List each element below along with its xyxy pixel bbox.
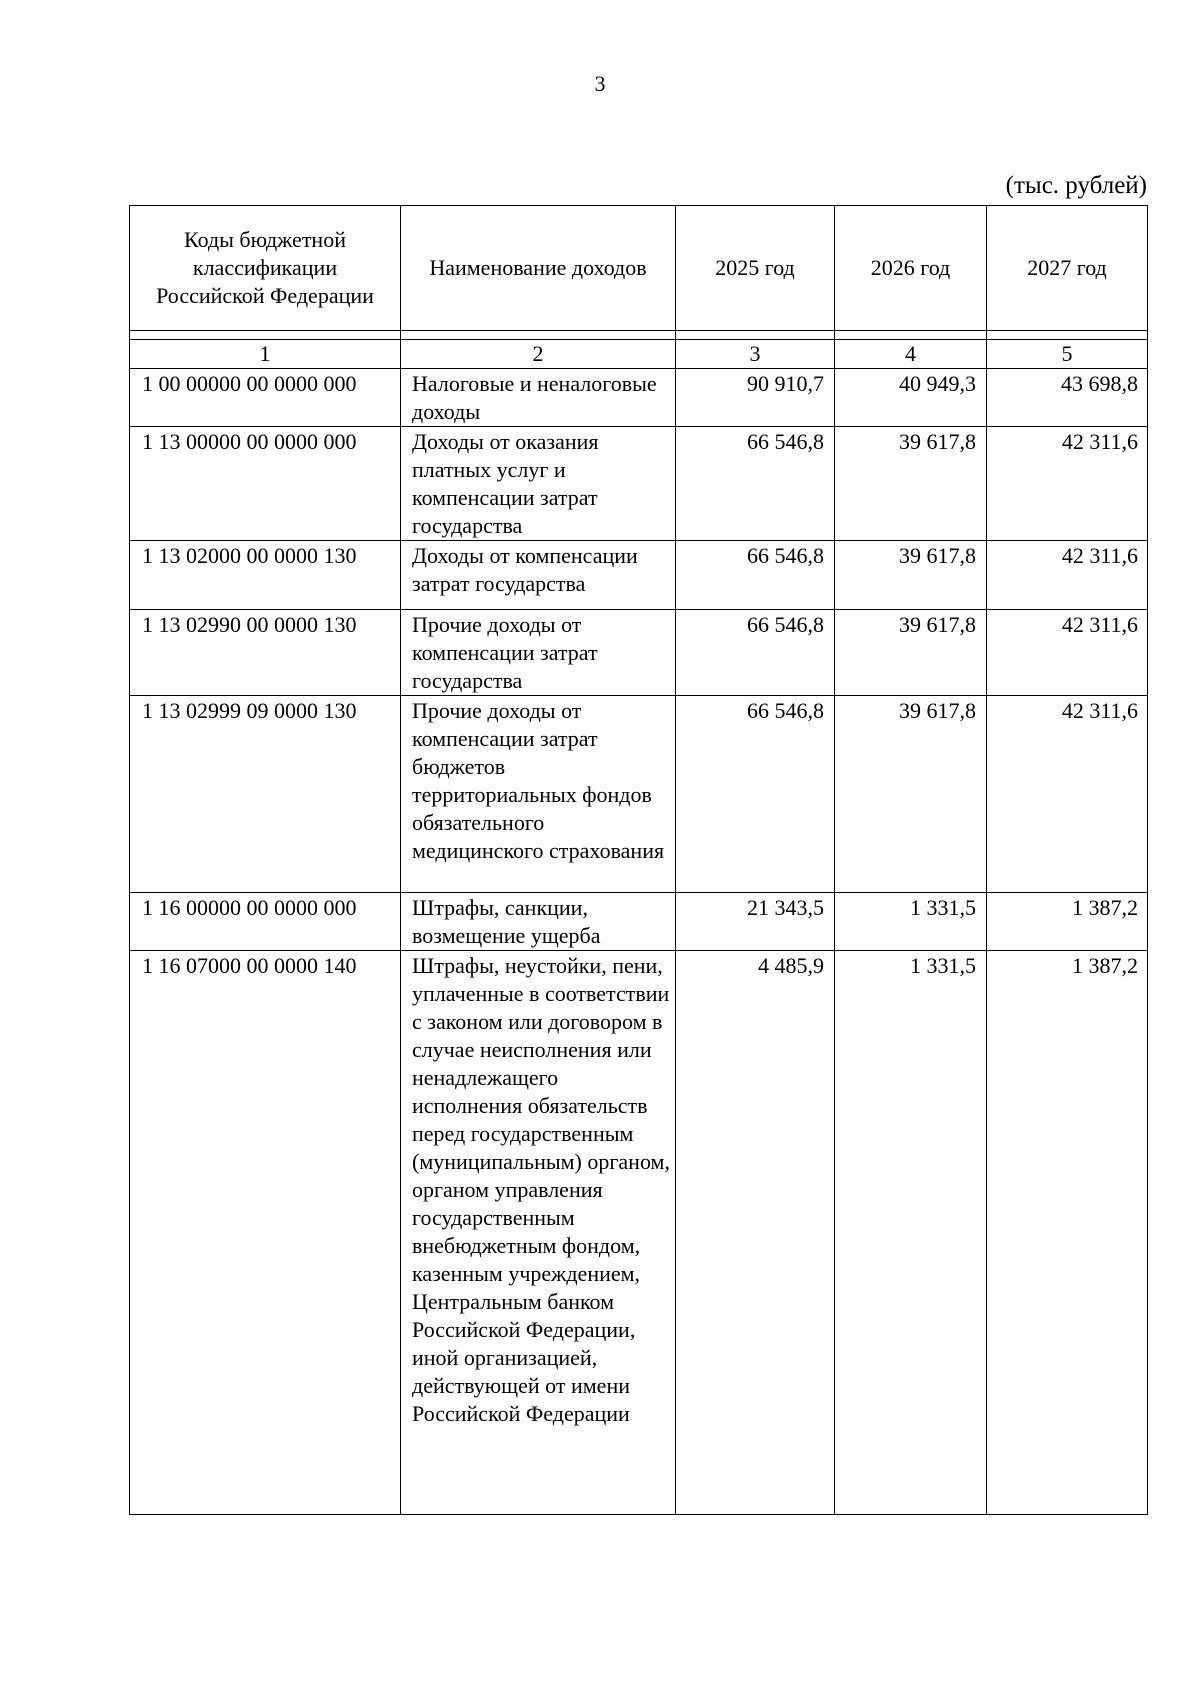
row-value-2026: 1 331,5 — [835, 951, 987, 1515]
row-value-2025: 66 546,8 — [676, 541, 835, 610]
row-name: Прочие доходы от компенсации затрат бюджетов территориальных фондов обязательного медицинского страхования — [401, 696, 676, 893]
row-code: 1 16 07000 00 0000 140 — [130, 951, 401, 1515]
units-label: (тыс. рублей) — [1005, 172, 1147, 199]
row-name: Прочие доходы от компенсации затрат государства — [401, 610, 676, 696]
table-row — [130, 541, 1148, 610]
column-number: 4 — [835, 340, 987, 369]
column-number: 3 — [676, 340, 835, 369]
table-row — [130, 893, 1148, 951]
header-codes: Коды бюджетной классификации Российской Федерации — [130, 206, 401, 331]
row-value-2026: 39 617,8 — [835, 610, 987, 696]
row-code: 1 00 00000 00 0000 000 — [130, 369, 401, 427]
revenue-table — [129, 205, 1148, 1515]
column-number: 2 — [401, 340, 676, 369]
row-value-2025: 21 343,5 — [676, 893, 835, 951]
table-row — [130, 427, 1148, 541]
row-value-2026: 1 331,5 — [835, 893, 987, 951]
row-value-2027: 42 311,6 — [987, 696, 1148, 893]
table-row — [130, 696, 1148, 893]
header-gap — [130, 331, 1148, 340]
row-value-2027: 42 311,6 — [987, 427, 1148, 541]
table-row — [130, 610, 1148, 696]
row-value-2025: 66 546,8 — [676, 696, 835, 893]
row-value-2027: 43 698,8 — [987, 369, 1148, 427]
row-name: Налоговые и неналоговые доходы — [401, 369, 676, 427]
row-code: 1 16 00000 00 0000 000 — [130, 893, 401, 951]
row-value-2026: 39 617,8 — [835, 696, 987, 893]
row-name: Доходы от оказания платных услуг и компенсации затрат государства — [401, 427, 676, 541]
row-code: 1 13 02990 00 0000 130 — [130, 610, 401, 696]
column-number: 1 — [130, 340, 401, 369]
row-name: Штрафы, неустойки, пени, уплаченные в соответствии с законом или договором в случае неисполнения или ненадлежащего исполнения обязательств перед государственным (муниципальным) органом, органом управления государственным внебюджетным фондом, казенным учреждением, Центральным банком Российской Федерации, иной организацией, действующей от имени Российской Федерации — [401, 951, 676, 1515]
row-value-2026: 39 617,8 — [835, 541, 987, 610]
row-value-2027: 1 387,2 — [987, 893, 1148, 951]
row-value-2025: 4 485,9 — [676, 951, 835, 1515]
row-name: Доходы от компенсации затрат государства — [401, 541, 676, 610]
row-code: 1 13 02000 00 0000 130 — [130, 541, 401, 610]
row-value-2025: 90 910,7 — [676, 369, 835, 427]
table-header-row — [130, 206, 1148, 331]
row-value-2026: 39 617,8 — [835, 427, 987, 541]
row-name: Штрафы, санкции, возмещение ущерба — [401, 893, 676, 951]
header-2027: 2027 год — [987, 206, 1148, 331]
row-value-2026: 40 949,3 — [835, 369, 987, 427]
page-number: 3 — [594, 71, 606, 96]
header-2026: 2026 год — [835, 206, 987, 331]
header-name: Наименование доходов — [401, 206, 676, 331]
column-number-row — [130, 340, 1148, 369]
row-code: 1 13 02999 09 0000 130 — [130, 696, 401, 893]
row-value-2025: 66 546,8 — [676, 427, 835, 541]
row-value-2027: 1 387,2 — [987, 951, 1148, 1515]
header-2025: 2025 год — [676, 206, 835, 331]
row-value-2027: 42 311,6 — [987, 610, 1148, 696]
table-row — [130, 369, 1148, 427]
table-row — [130, 951, 1148, 1515]
row-value-2027: 42 311,6 — [987, 541, 1148, 610]
row-code: 1 13 00000 00 0000 000 — [130, 427, 401, 541]
column-number: 5 — [987, 340, 1148, 369]
row-value-2025: 66 546,8 — [676, 610, 835, 696]
